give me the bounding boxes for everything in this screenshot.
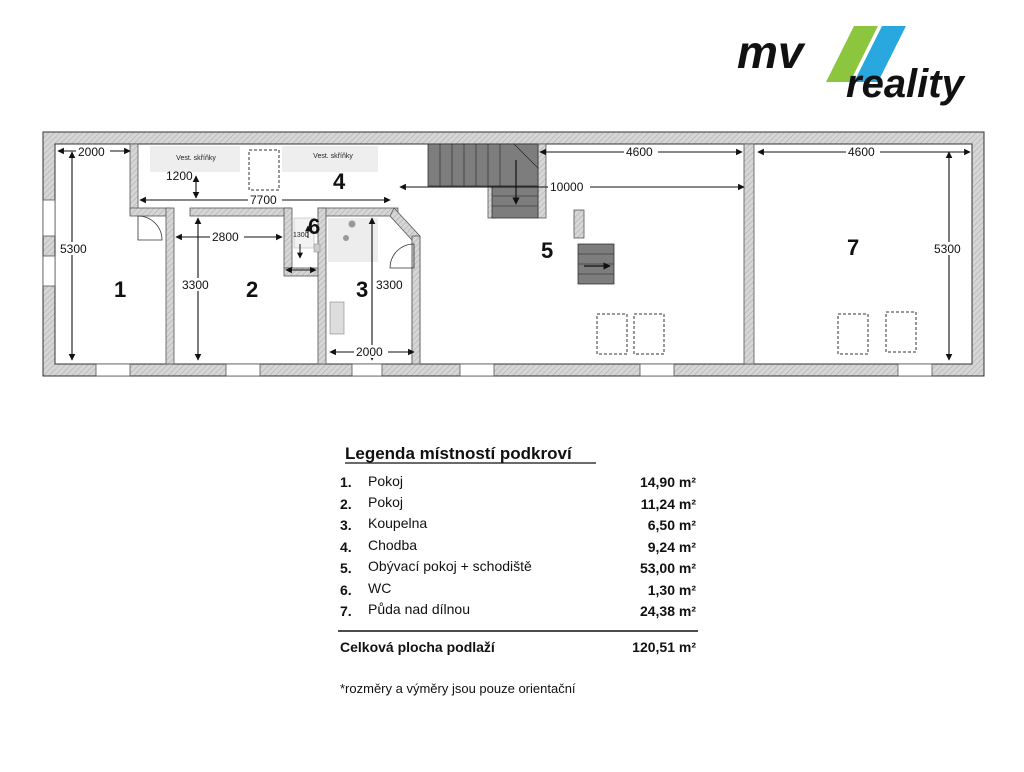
legend-area: 24,38 m² [639,603,696,619]
legend-area: 53,00 m² [639,560,696,576]
dim-4600-room7: 4600 [848,145,875,159]
legend-note: *rozměry a výměry jsou pouze orientační [340,681,576,696]
legend-row [340,494,696,512]
logo-text-mv: mv [737,26,804,78]
legend-room-name: Koupelna [368,515,428,531]
legend-row [340,558,696,576]
wardrobe-label-2: Vest. skříňky [313,153,353,160]
legend-area: 1,30 m² [647,582,696,598]
legend-area: 14,90 m² [639,474,696,490]
legend-area: 9,24 m² [647,539,696,555]
legend-num: 2. [340,496,352,512]
dim-2000-bottom: 2000 [356,345,383,359]
legend-num: 3. [340,517,352,533]
room-legend [338,444,698,696]
dim-5300-right: 5300 [934,242,961,256]
legend-row [340,515,696,533]
room-number-1: 1 [114,277,127,302]
legend-num: 6. [340,582,352,598]
dim-10000: 10000 [550,180,584,194]
legend-num: 4. [340,539,352,555]
legend-num: 7. [340,603,352,619]
legend-row [340,473,696,490]
room-number-3: 3 [356,277,369,302]
legend-total-area: 120,51 m² [632,639,696,655]
legend-total-label: Celková plocha podlaží [340,639,495,655]
legend-room-name: Pokoj [368,494,404,510]
floor-plan [43,132,984,376]
legend-row [340,537,696,555]
room-number-7: 7 [847,235,860,260]
dim-1300: 1300 [293,232,309,239]
dim-3300-room3: 3300 [376,278,403,292]
room-number-5: 5 [541,238,554,263]
dim-2000-top: 2000 [78,145,105,159]
windows [43,200,932,376]
legend-title: Legenda místností podkroví [345,444,572,463]
legend-room-name: Pokoj [368,473,404,489]
company-logo [737,26,966,106]
legend-num: 1. [340,474,352,490]
room-number-2: 2 [246,277,259,302]
wardrobe-label-1: Vest. skříňky [176,155,216,162]
staircase [428,144,614,284]
legend-area: 11,24 m² [640,496,696,512]
dim-3300-room2: 3300 [182,278,209,292]
legend-area: 6,50 m² [647,517,696,533]
room-number-4: 4 [333,169,346,194]
legend-row [340,580,696,598]
logo-text-reality: reality [846,62,964,106]
legend-num: 5. [340,560,352,576]
legend-room-name: Půda nad dílnou [368,601,470,617]
dim-7700: 7700 [250,193,277,207]
room-number-6: 6 [308,214,321,239]
legend-room-name: Obývací pokoj + schodiště [368,558,532,574]
legend-room-name: Chodba [368,537,418,553]
dim-1200: 1200 [166,169,193,183]
dim-5300-left: 5300 [60,242,87,256]
legend-row [340,601,696,619]
dim-4600-room5: 4600 [626,145,653,159]
dim-2800: 2800 [212,230,239,244]
legend-room-name: WC [368,580,392,596]
